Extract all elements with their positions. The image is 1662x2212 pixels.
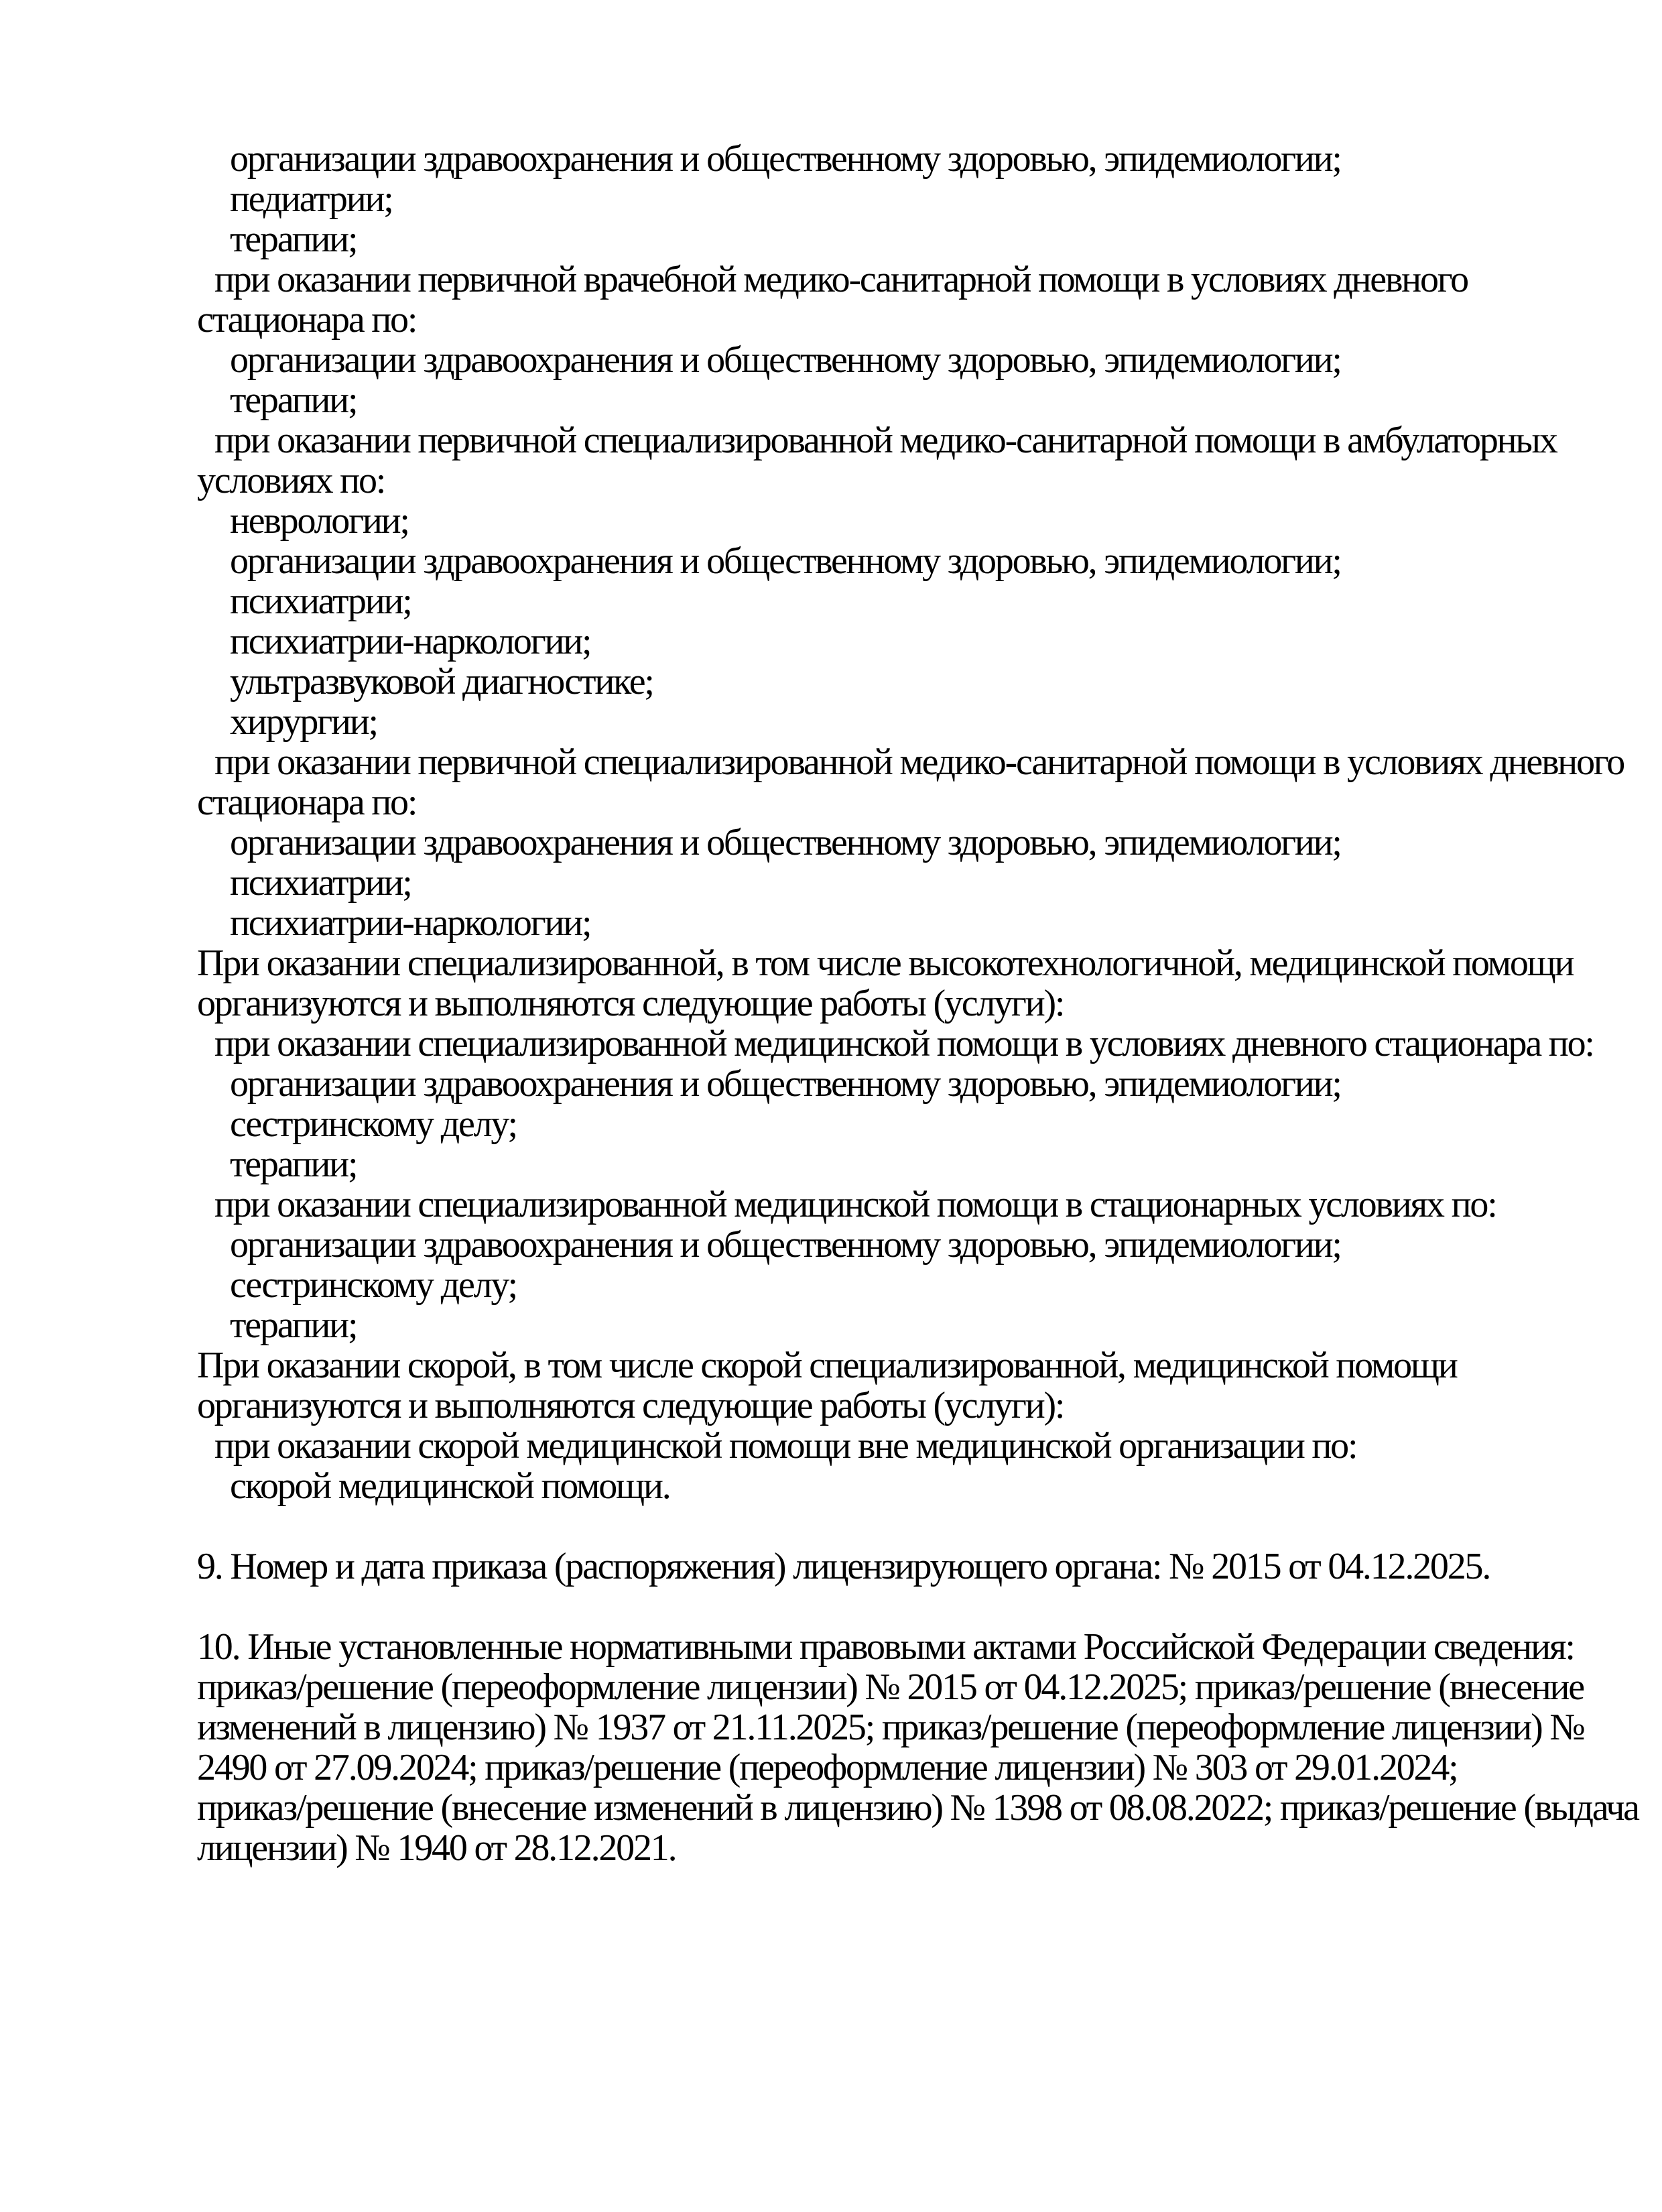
text-line: ультразвуковой диагностике; [230, 661, 653, 702]
text-line: при оказании первичной врачебной медико-санитарной помощи в условиях дневного [214, 259, 1468, 300]
text-line: изменений в лицензию) № 1937 от 21.11.2025; приказ/решение (переоформление лицензии) № [197, 1707, 1584, 1748]
text-line: организации здравоохранения и общественному здоровью, эпидемиологии; [230, 540, 1341, 582]
blank-line [197, 1506, 1604, 1546]
text-line: стационара по: [197, 782, 417, 823]
text-line: педиатрии; [230, 178, 393, 220]
text-line: сестринскому делу; [230, 1103, 517, 1145]
text-line: организации здравоохранения и общественному здоровью, эпидемиологии; [230, 339, 1341, 381]
text-line: терапии; [230, 1304, 357, 1346]
text-line: организации здравоохранения и общественному здоровью, эпидемиологии; [230, 1224, 1341, 1266]
text-line: скорой медицинской помощи. [230, 1465, 670, 1507]
document-body [197, 138, 1639, 1869]
text-line: при оказании специализированной медицинской помощи в стационарных условиях по: [214, 1184, 1496, 1225]
text-line: лицензии) № 1940 от 28.12.2021. [197, 1827, 676, 1869]
text-line: при оказании скорой медицинской помощи вне медицинской организации по: [214, 1425, 1357, 1467]
text-line: организуются и выполняются следующие работы (услуги): [197, 1385, 1064, 1426]
text-line: 2490 от 27.09.2024; приказ/решение (переоформление лицензии) № 303 от 29.01.2024; [197, 1747, 1458, 1788]
text-line: при оказании первичной специализированной медико-санитарной помощи в условиях дневного [214, 741, 1624, 783]
text-line: терапии; [230, 1144, 357, 1185]
text-line: 9. Номер и дата приказа (распоряжения) лицензирующего органа: № 2015 от 04.12.2025. [197, 1546, 1490, 1587]
text-line: организации здравоохранения и общественному здоровью, эпидемиологии; [230, 1063, 1341, 1105]
text-line: При оказании скорой, в том числе скорой специализированной, медицинской помощи [197, 1345, 1457, 1386]
text-line: стационара по: [197, 299, 417, 341]
text-line: условиях по: [197, 460, 385, 501]
blank-line [197, 1587, 1604, 1627]
text-line: организации здравоохранения и общественному здоровью, эпидемиологии; [230, 822, 1341, 863]
text-line: психиатрии; [230, 580, 411, 622]
text-line: психиатрии-наркологии; [230, 902, 591, 944]
text-line: неврологии; [230, 500, 409, 542]
text-line: При оказании специализированной, в том числе высокотехнологичной, медицинской помощи [197, 942, 1574, 984]
text-line: терапии; [230, 379, 357, 421]
text-line: сестринскому делу; [230, 1264, 517, 1306]
text-line: приказ/решение (переоформление лицензии) № 2015 от 04.12.2025; приказ/решение (внесение [197, 1666, 1584, 1708]
text-line: психиатрии-наркологии; [230, 621, 591, 662]
text-line: терапии; [230, 219, 357, 260]
text-line: при оказании специализированной медицинской помощи в условиях дневного стационара по: [214, 1023, 1594, 1064]
text-line: организации здравоохранения и общественному здоровью, эпидемиологии; [230, 138, 1341, 180]
text-line: 10. Иные установленные нормативными правовыми актами Российской Федерации сведения: [197, 1626, 1574, 1668]
text-line: психиатрии; [230, 862, 411, 904]
text-line: при оказании первичной специализированной медико-санитарной помощи в амбулаторных [214, 420, 1557, 461]
text-line: приказ/решение (внесение изменений в лицензию) № 1398 от 08.08.2022; приказ/решение (выдача [197, 1787, 1639, 1829]
text-line: организуются и выполняются следующие работы (услуги): [197, 983, 1064, 1024]
text-line: хирургии; [230, 701, 377, 743]
